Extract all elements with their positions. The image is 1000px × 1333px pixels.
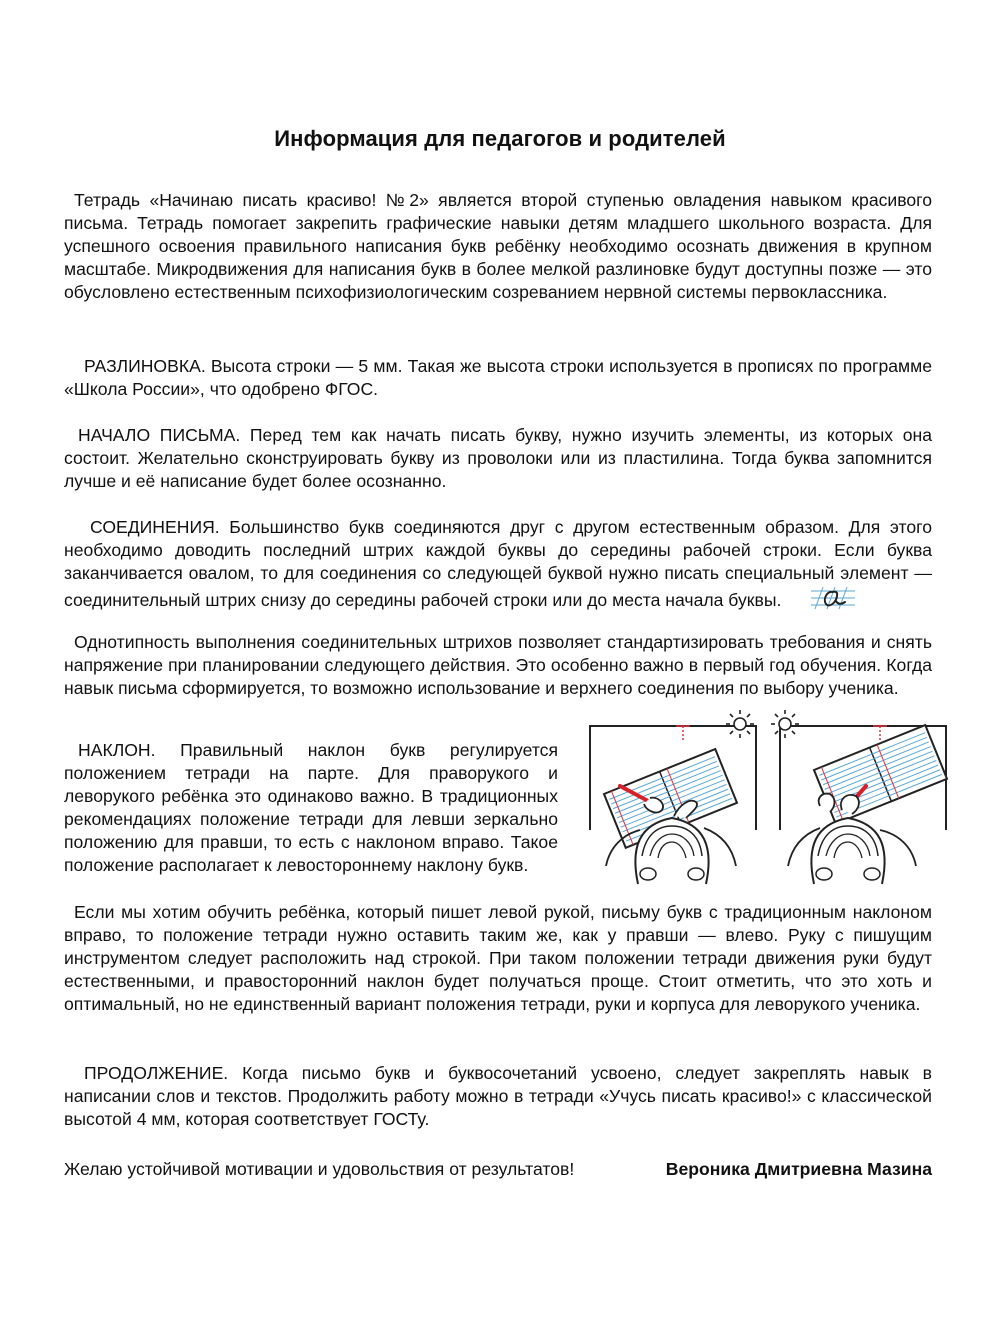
handwritten-o-sample-icon: [785, 585, 829, 611]
desk-illustration-right-hand-icon: [590, 710, 756, 884]
paragraph-start: НАЧАЛО ПИСЬМА. Перед тем как начать писать букву, нужно изучить элементы, из которых она состоит. Желательно сконструировать букву из проволоки или из пластилина. Тогда буква запомнится лучше и её написание будет более осознанно.: [64, 425, 932, 491]
page-title: Информация для педагогов и родителей: [274, 126, 726, 151]
author-signature: Вероника Дмитриевна Мазина: [665, 1159, 932, 1179]
paragraph-connections: [64, 516, 932, 612]
paragraph-lefthand: Если мы хотим обучить ребёнка, который пишет левой рукой, письму букв с традиционным наклоном вправо, то положение тетради нужно оставить таким же, как у правши — влево. Руку с пишущим инструментом следует расположить над строкой. При таком положении тетради движения руки будут естественными, и правосторонний наклон будет получаться проще. Стоит отметить, что это хоть и оптимальный, но не единственный вариант положения тетради, руки и корпуса для леворукого ученика.: [64, 902, 932, 1014]
footer: [64, 1158, 932, 1181]
paragraph-continuation: ПРОДОЛЖЕНИЕ. Когда письмо букв и буквосочетаний усвоено, следует закреплять навык в написании слов и текстов. Продолжить работу можно в тетради «Учусь писать красиво!» с классической высотой 4 мм, которая соответствует ГОСТу.: [64, 1063, 932, 1129]
paragraph-slant: НАКЛОН. Правильный наклон букв регулируется положением тетради на парте. Для праворукого и леворукого ребёнка это одинаково важно. В традиционных рекомендациях положение тетради для левши зеркально положению для правши, то есть с наклоном вправо. Такое положение располагает к левостороннему наклону букв.: [64, 740, 558, 875]
sun-icon: [771, 710, 799, 738]
paragraph-intro: Тетрадь «Начинаю писать красиво! №2» является второй ступенью овладения навыком красивого письма. Тетрадь помогает закрепить графические навыки детям младшего школьного возраста. Для успешного освоения правильного написания букв ребёнку необходимо осознать движения в крупном масштабе. Микродвижения для написания букв в более мелкой разлиновке будут доступны позже — это обусловлено естественным психофизиологическим созреванием нервной системы первоклассника.: [64, 190, 932, 302]
paragraph-ruling: РАЗЛИНОВКА. Высота строки — 5 мм. Такая же высота строки используется в прописях по программе «Школа России», что одобрено ФГОС.: [64, 356, 932, 399]
footer-wish: Желаю устойчивой мотивации и удовольствия от результатов!: [64, 1159, 575, 1179]
desk-illustrations-svg: [580, 706, 952, 896]
desk-illustrations: [580, 706, 952, 896]
paragraph-connections-text: СОЕДИНЕНИЯ. Большинство букв соединяются друг с другом естественным образом. Для этого необходимо доводить последний штрих каждой буквы до середины рабочей строки. Если буква заканчивается овалом, то для соединения со следующей буквой нужно писать специальный элемент — соединительный штрих снизу до середины рабочей строки или до места начала буквы.: [64, 517, 932, 610]
paragraph-uniformity: Однотипность выполнения соединительных штрихов позволяет стандартизировать требования и снять напряжение при планировании следующего действия. Это особенно важно в первый год обучения. Когда навык письма сформируется, то возможно использование и верхнего соединения по выбору ученика.: [64, 632, 932, 698]
sun-icon: [726, 710, 754, 738]
desk-illustration-left-hand-icon: [771, 710, 947, 884]
